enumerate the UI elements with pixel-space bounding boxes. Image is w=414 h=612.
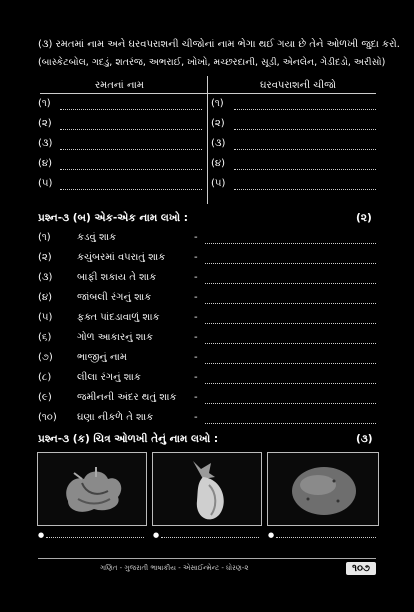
- q3b-item-number: (૧૦): [38, 412, 57, 423]
- q3b-item-number: (૨): [38, 252, 52, 263]
- household-row-number: (૩): [211, 138, 226, 149]
- q3b-answer-line[interactable]: [205, 323, 376, 324]
- games-row-number: (૩): [38, 138, 53, 149]
- picture-box-3: [267, 452, 379, 526]
- q3a-instruction: (૩) રમતમાં નામ અને ઘરવપરાશની ચીજોનાં નામ ભેગા થઈ ગયા છે તેને ઓળખી જુદા કરો.: [38, 39, 400, 50]
- games-row-number: (૪): [38, 158, 53, 169]
- household-answer-line[interactable]: [234, 169, 376, 170]
- q3b-item-dash: -: [194, 372, 198, 383]
- q3b-item-dash: -: [194, 252, 198, 263]
- q3b-item-number: (૧): [38, 232, 51, 243]
- household-row-number: (૧): [211, 98, 224, 109]
- q3b-item-text: કડવું શાક: [77, 232, 117, 243]
- household-answer-line[interactable]: [234, 149, 376, 150]
- q3b-item-text: કચુંબરમાં વપરાતું શાક: [77, 252, 166, 263]
- q3b-item-number: (૪): [38, 292, 53, 303]
- page-number: ૧૦૭: [346, 562, 376, 575]
- q3b-answer-line[interactable]: [205, 243, 376, 244]
- bullet-3: ●: [268, 531, 275, 539]
- games-answer-line[interactable]: [60, 149, 202, 150]
- picture-box-1: [37, 452, 147, 526]
- q3b-answer-line[interactable]: [205, 303, 376, 304]
- q3b-item-number: (૮): [38, 372, 52, 383]
- q3b-answer-line[interactable]: [205, 283, 376, 284]
- answer-line-picture-2[interactable]: [161, 537, 259, 538]
- household-answer-line[interactable]: [234, 109, 376, 110]
- q3b-item-number: (૭): [38, 352, 53, 363]
- q3a-word-list: (બાસ્કેટબોલ, ગદડું, શતરંજ, અભરાઈ, ખોખો, મચ્છરદાની, સૂડી, એનલેન, ગેડીદડો, અરીસો): [38, 57, 386, 68]
- household-row-number: (૪): [211, 158, 226, 169]
- games-answer-line[interactable]: [60, 189, 202, 190]
- bullet-2: ●: [153, 531, 160, 539]
- q3b-item-dash: -: [194, 352, 198, 363]
- q3b-item-number: (૬): [38, 332, 52, 343]
- household-answer-line[interactable]: [234, 189, 376, 190]
- q3b-answer-line[interactable]: [205, 423, 376, 424]
- q3b-item-dash: -: [194, 412, 198, 423]
- q3b-answer-line[interactable]: [205, 343, 376, 344]
- games-row-number: (૧): [38, 98, 51, 109]
- household-row-number: (૫): [211, 178, 226, 189]
- q3b-item-text: ફક્ત પાંદડાવાળું શાક: [77, 312, 160, 323]
- footer-rule: [38, 558, 376, 559]
- picture-box-2: [152, 452, 262, 526]
- games-answer-line[interactable]: [60, 129, 202, 130]
- header-divider: [40, 93, 376, 94]
- q3c-marks: (૩): [356, 433, 373, 445]
- games-row-number: (૨): [38, 118, 52, 129]
- games-answer-line[interactable]: [60, 109, 202, 110]
- q3b-item-text: ઘણા નીકળે તે શાક: [77, 412, 154, 423]
- q3b-item-text: જમીનની અંદર થતું શાક: [77, 392, 177, 403]
- col-left-header: રમતનાં નામ: [95, 80, 144, 91]
- footer-text: ગણિત - ગુજરાતી ભાષાકીય - એસાઈન્મેન્ટ - ધોરણ-૨: [100, 564, 249, 572]
- answer-line-picture-3[interactable]: [276, 537, 376, 538]
- q3c-title: પ્રશ્ન-૩ (ક) ચિત્ર ઓળખી તેનું નામ લખો :: [38, 433, 219, 445]
- vegetable-picture-1: [38, 453, 146, 525]
- q3b-item-number: (૩): [38, 272, 53, 283]
- q3b-item-text: બાફી શકાય તે શાક: [77, 272, 157, 283]
- vegetable-picture-3: [268, 453, 378, 525]
- household-row-number: (૨): [211, 118, 225, 129]
- bullet-1: ●: [38, 531, 45, 539]
- q3b-item-text: ગોળ આકારનું શાક: [77, 332, 154, 343]
- q3b-item-text: જાંબલી રંગનું શાક: [77, 292, 152, 303]
- q3b-answer-line[interactable]: [205, 383, 376, 384]
- q3b-item-dash: -: [194, 332, 198, 343]
- q3b-item-number: (૯): [38, 392, 52, 403]
- games-row-number: (૫): [38, 178, 53, 189]
- q3b-item-dash: -: [194, 312, 198, 323]
- q3b-item-text: ભાજીનું નામ: [77, 352, 127, 363]
- q3b-answer-line[interactable]: [205, 403, 376, 404]
- q3b-answer-line[interactable]: [205, 363, 376, 364]
- vegetable-picture-2: [153, 453, 261, 525]
- q3b-item-dash: -: [194, 232, 198, 243]
- games-answer-line[interactable]: [60, 169, 202, 170]
- q3b-title: પ્રશ્ન-૩ (બ) એક-એક નામ લખો :: [38, 212, 188, 224]
- q3b-item-number: (૫): [38, 312, 53, 323]
- q3b-answer-line[interactable]: [205, 263, 376, 264]
- household-answer-line[interactable]: [234, 129, 376, 130]
- answer-line-picture-1[interactable]: [46, 537, 144, 538]
- q3b-item-text: લીલા રંગનું શાક: [77, 372, 141, 383]
- q3b-marks: (૨): [356, 212, 372, 224]
- col-right-header: ઘરવપરાશની ચીજો: [260, 80, 337, 91]
- q3b-item-dash: -: [194, 292, 198, 303]
- column-divider: [207, 76, 208, 204]
- q3b-item-dash: -: [194, 392, 198, 403]
- q3b-item-dash: -: [194, 272, 198, 283]
